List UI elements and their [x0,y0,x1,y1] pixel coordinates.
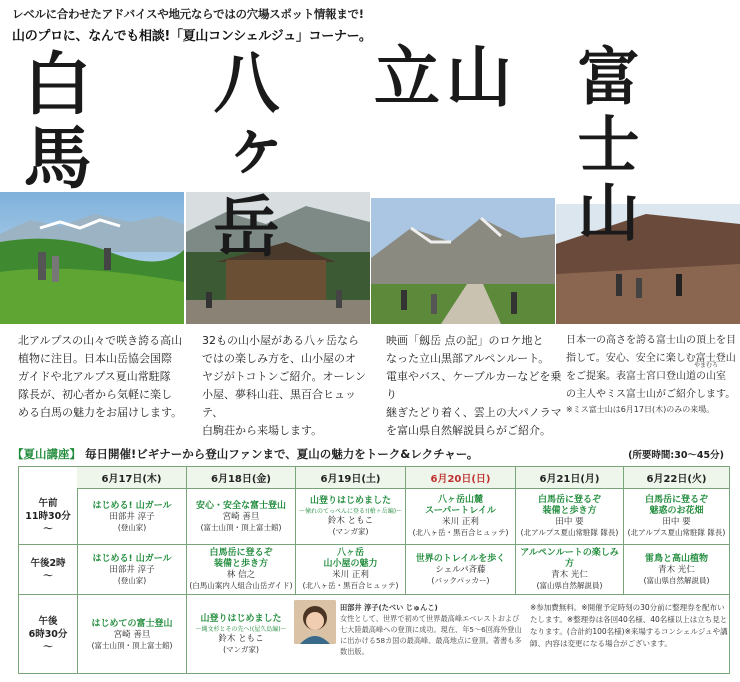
fuji-note: ※ミス富士山は6月17日(木)のみの来場。 [566,405,715,414]
fuji-desc-line: 日本一の高さを誇る富士山の頂上を目 [566,335,736,346]
slot-label [19,545,77,595]
day-label: 6月22日(火) [646,474,707,485]
slot-label [19,489,77,545]
day-header [515,467,623,489]
lecturer-aff: (富士山頂・頂上富士館) [91,640,173,650]
lecturer-name: シェルパ斉藤 [435,564,486,575]
lecture-title: 八ヶ岳山麓 [437,495,483,505]
lecture-cell [186,595,295,674]
lecture-subtitle: 〜憧れのてっぺんに登る!(槍ヶ岳編)〜 [298,508,403,515]
lecture-title: 白馬岳に登るぞ [644,495,708,505]
tateyama-desc-line: を富山県自然解説員らがご紹介。 [386,424,551,437]
section-text: 毎日開催!ビギナーから登山ファンまで、夏山の魅力をトーク&レクチャー。 [85,447,479,461]
slot-text: 午後 [38,616,58,627]
lecturer-aff: (マンガ家) [223,645,259,654]
lecturer-name: 田中 要 [662,517,691,527]
lecture-title: 山小屋の魅力 [323,559,378,569]
lecturer-aff: (富山県自然解説員) [536,581,603,590]
yatsugatake-desc-line: ではの楽しみ方を、山小屋のオ [202,352,356,365]
lecture-title: スーパートレイル [425,506,496,516]
lecturer-aff: (バックパッカー) [431,575,490,585]
day-label: 6月17日(木) [101,474,162,485]
lecturer-aff: (白馬山案内人組合山岳ガイド) [189,581,293,590]
lecture-title: 装備と歩き方 [542,506,597,516]
fuji-desc-line: をご提案。表富士宮口登山道の山室 [566,371,726,382]
lecturer-aff: (北アルプス夏山常駐隊 隊長) [520,528,619,537]
lecture-title: アルペンルートの楽しみ方 [520,548,619,569]
yatsugatake-desc [202,332,372,440]
slot-text: 〜 [43,524,53,535]
lecture-title: 装備と歩き方 [213,559,268,569]
tateyama-desc-line: 電車やバス、ケーブルカーなどを乗り [386,370,562,401]
tateyama-desc [386,332,562,440]
lecturer-name: 田部井 淳子 [109,511,155,522]
header-line2: 山のプロに、なんでも相談!「夏山コンシェルジュ」コーナー。 [12,29,372,44]
day-label: 6月18日(金) [210,474,271,485]
lecture-cell [515,545,623,595]
lecturer-name: 青木 光仁 [658,564,695,575]
bio-text: 女性として、世界で初めて世界最高峰エベレストおよび七大陸最高峰への登頂に成功。現在、年5〜6回海外登山に出かける58カ国の最高峰、最高地点に登頂。著書も多数出版。 [340,614,522,656]
lecture-title: 山登りはじめました [309,496,391,506]
slot-text: 午前 [38,498,58,509]
hakuba-desc-line: 隊長が、初心者から気軽に楽し [18,388,172,401]
tateyama-desc-line: 継ぎたどり着く、雲上の大パノラマ [386,406,562,419]
hakuba-desc-line: ガイドや北アルプス夏山常駐隊 [18,370,171,383]
lecture-cell [623,545,729,595]
hakuba-desc-line: める白馬の魅力をお届けします。 [18,406,183,419]
lecturer-name: 鈴木 ともこ [218,634,264,644]
lecture-title: はじめる! 山ガール [92,500,172,511]
tateyama-title: 立山 [374,38,518,116]
duration: (所要時間:30〜45分) [628,450,724,461]
header-line1: レベルに合わせたアドバイスや地元ならではの穴場スポット情報まで! [12,7,364,21]
slot-text: 〜 [43,642,53,653]
lecturer-aff: (富士山頂・頂上富士館) [200,522,282,532]
lecture-title: 白馬岳に登るぞ [209,548,273,558]
hakuba-desc-line: 植物に注目。日本山岳協会国際 [18,352,172,365]
lecture-title: はじめる! 山ガール [92,553,172,564]
yatsugatake-desc-line: 小屋、夢科山荘、黒百合ヒュッテ、 [202,388,356,419]
lecturer-aff: (北アルプス夏山常駐隊 隊長) [627,528,726,537]
lecturer-aff: (北八ヶ岳・黒百合ヒュッテ) [302,581,399,590]
tateyama-desc-line: なった立山黒部アルペンルート。 [386,352,550,365]
section-title [12,446,478,462]
lecturer-aff: (マンガ家) [332,527,369,536]
lecturer-name: 米川 正利 [332,570,369,580]
section-tag: 【夏山講座】 [12,447,81,461]
day-header [186,467,295,489]
slot-label [19,595,77,674]
lecture-cell [405,489,515,545]
day-header [623,467,729,489]
notes: ※参加費無料。※開催予定時刻の30分前に整理券を配布いたします。※整理券は各回40名様、40名様以上は立ち見となります。(合計約100名様)※来場するコンシェルジュや講師、内容は変更になる場合がございます。 [530,603,728,648]
yatsugatake-desc-line: 白駒荘から来場します。 [202,424,323,437]
lecturer-aff: (富山県自然解説員) [643,575,710,585]
lecture-title: 白馬岳に登るぞ [537,495,601,505]
lecture-title: 安心・安全な富士登山 [195,500,286,511]
lecturer-aff: (登山家) [117,575,147,585]
lecturer-aff: (北八ヶ岳・黒百合ヒュッテ) [412,528,509,537]
hakuba-title: 白馬 [12,48,92,196]
lecturer-name: 田中 要 [555,517,584,527]
tabei-portrait [294,600,336,644]
lecturer-name: 宮崎 善旦 [222,511,260,522]
lecture-cell [515,489,623,545]
lecture-subtitle: 〜縄文杉とその先へ!(屋久島編)〜 [195,626,287,633]
fuji-desc-line: 指して。安心、安全に楽しむ富士登山 [566,353,736,364]
yatsugatake-title: 八ヶ岳 [202,48,280,264]
day-header [77,467,186,489]
tateyama-desc-line: 映画「劔岳 点の記」のロケ地と [386,334,544,347]
slot-text: 午後2時 [30,557,66,569]
lecture-cell [186,545,295,595]
yatsugatake-desc-line: ヤジがトコトンご紹介。オーレン [202,370,366,383]
lecture-title: 魅惑のお花畑 [649,506,704,516]
slot-text: 11時30分 [25,511,71,522]
lecturer-aff: (登山家) [117,522,147,532]
fuji-desc-line: の主人やミス富士山がご紹介します。 [566,389,736,400]
fuji-desc [566,332,738,416]
hakuba-photo [0,192,184,324]
tateyama-photo [371,198,555,324]
lecture-cell [77,489,186,545]
slot-text: 〜 [43,570,53,582]
tabei-bio [340,602,526,657]
hakuba-desc [18,332,188,422]
lecture-title: 雷鳥と高山植物 [644,553,708,564]
lecturer-name: 宮崎 善旦 [113,629,151,640]
bio-name: 田部井 淳子(たべい じゅんこ) [340,603,438,612]
day-label: 6月21日(月) [539,474,600,485]
lecture-title: 世界のトレイルを歩く [415,553,506,564]
day-label: 6月19日(土) [320,474,381,485]
lecture-cell [295,545,405,595]
lecture-cell [186,489,295,545]
day-header [405,467,515,489]
lecture-title: 八ヶ岳 [336,548,364,558]
lecturer-name: 林 信之 [226,570,256,580]
lecture-cell [405,545,515,595]
lecture-cell [77,595,186,674]
lecture-cell [77,545,186,595]
lecture-cell [295,489,405,545]
fuji-title: 富士山 [567,44,640,248]
lecture-title: 山登りはじめました [200,614,282,624]
slot-text: 6時30分 [28,629,68,640]
lecturer-name: 青木 光仁 [551,570,588,580]
lecturer-name: 米川 正利 [442,517,479,527]
hakuba-desc-line: 北アルプスの山々で咲き誇る高山 [18,334,183,347]
day-header [295,467,405,489]
lecturer-name: 鈴木 ともこ [327,516,374,526]
yatsugatake-desc-line: 32もの山小屋がある八ヶ岳なら [202,334,359,347]
lecture-title: はじめての富士登山 [91,618,173,629]
lecturer-name: 田部井 淳子 [109,564,155,575]
lecture-cell [623,489,729,545]
day-label: 6月20日(日) [430,474,491,485]
fuji-ruby: やまむろ [694,362,719,369]
